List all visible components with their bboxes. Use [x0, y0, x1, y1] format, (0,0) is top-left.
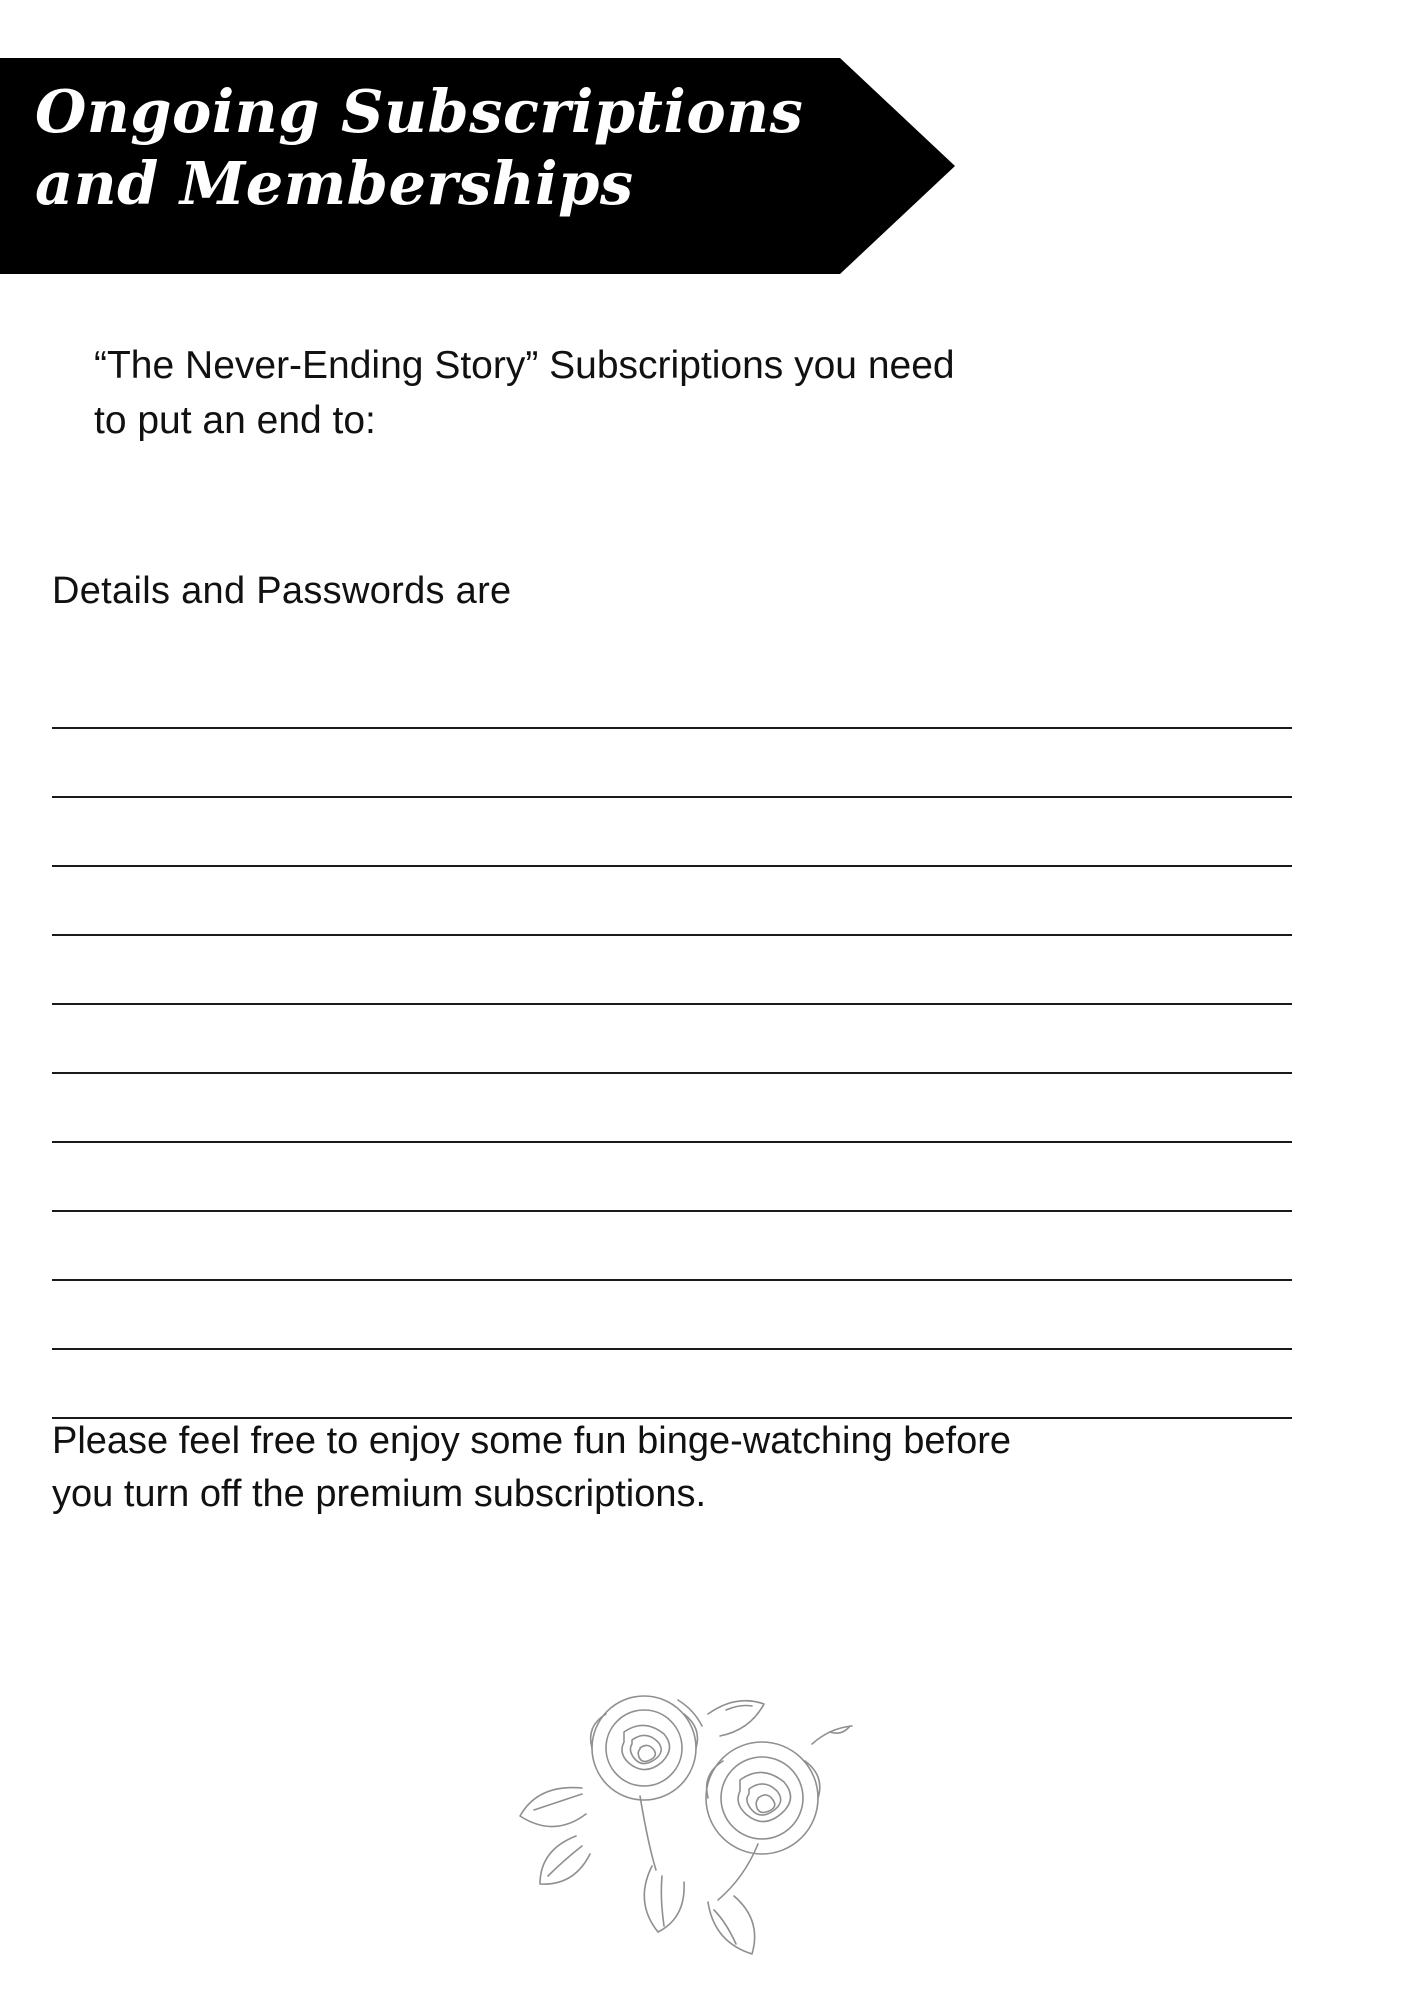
write-in-line[interactable] — [52, 1281, 1292, 1350]
write-in-line[interactable] — [52, 729, 1292, 798]
intro-line-2: to put an end to: — [94, 399, 376, 443]
write-in-line[interactable] — [52, 798, 1292, 867]
write-in-line[interactable] — [52, 867, 1292, 936]
page-header-banner — [0, 58, 955, 274]
write-in-line[interactable] — [52, 936, 1292, 1005]
closing-line-2: you turn off the premium subscriptions. — [52, 1473, 707, 1516]
write-in-lines-group[interactable] — [52, 660, 1292, 1419]
intro-paragraph — [94, 338, 1194, 449]
write-in-line[interactable] — [52, 1005, 1292, 1074]
write-in-line[interactable] — [52, 1143, 1292, 1212]
write-in-line[interactable] — [52, 1212, 1292, 1281]
page-title — [35, 76, 855, 220]
details-label: Details and Passwords are — [52, 570, 512, 612]
page-title-line-1: Ongoing Subscriptions — [35, 77, 804, 146]
write-in-line[interactable] — [52, 660, 1292, 729]
intro-line-1: “The Never-Ending Story” Subscriptions you need — [94, 344, 955, 387]
roses-illustration — [512, 1670, 892, 1960]
roses-line-art-icon — [512, 1670, 892, 1960]
write-in-line[interactable] — [52, 1350, 1292, 1419]
closing-paragraph — [52, 1415, 1302, 1521]
write-in-line[interactable] — [52, 1074, 1292, 1143]
page-title-line-2: and Memberships — [35, 148, 634, 218]
closing-line-1: Please feel free to enjoy some fun binge-watching before — [52, 1420, 1012, 1462]
